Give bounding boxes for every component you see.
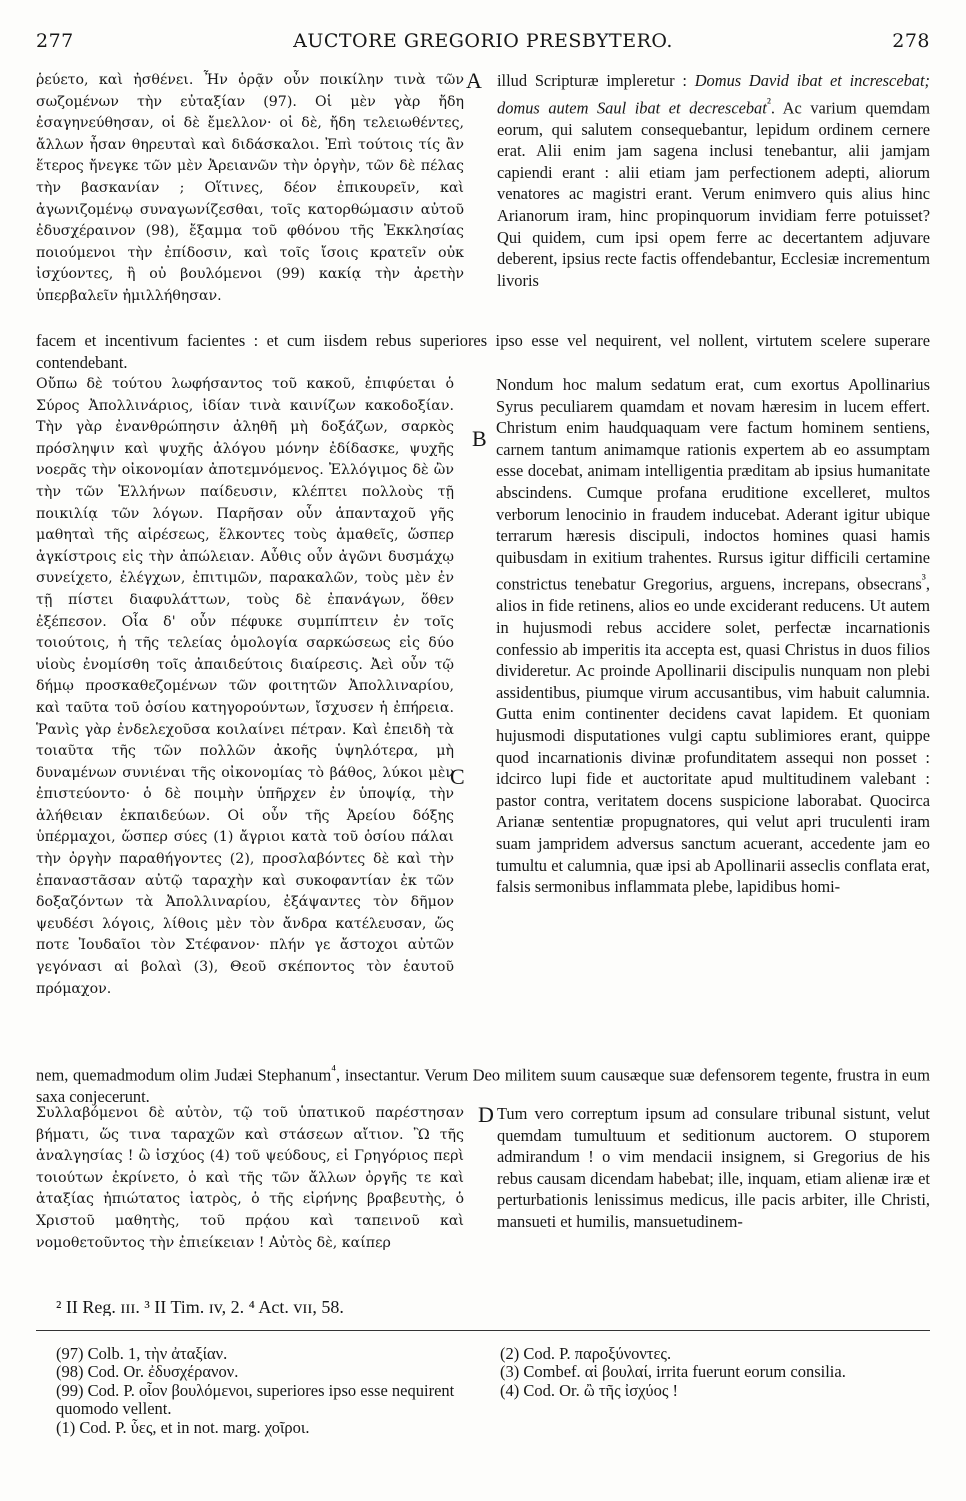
latin-text: , alios in fide retinens, alios eo unde exciderant reducens. Ut autem in hujusmodi rebus accidere solet, perfectæ incarnationis confessio ab imperitis ita accepta est, quasi Christus in duos filios divideretur. Ac proinde Apollinarii discipulis nunquam non plebi assidentibus, piumque virum accusantibus, vim habuit calumnia. Gutta enim continenter decidens cavat lapidem. Et quoniam hujusmodi disputationes vulgi captu sublimiores erant, quippe quod incarnationis divinæ profunditatem assequi non posset : idcirco lupi fide et auctoritate apud multitudinem valebant : pastor contra, veritatem docens suspicione laborabat. Quocirca Arianæ sententiæ propugnatores, qui velut apri truculenti iram suam jampridem adversus sanctum acuerant, accedente jam eo tumultu et calumnia, quæ ipsi ab Apollinarii asseclis conflata erat, falsis sermonibus inflammata plebe, lapidibus homi- [496,574,930,897]
greek-column-section-2: Οὔπω δὲ τούτου λωφήσαντος τοῦ κακοῦ, ἐπιφύεται ὁ Σύρος Ἀπολλινάριος, ἰδίαν τινὰ καινίζων κακοδοξίαν. Τὴν γὰρ ἐνανθρώπησιν ἀληθῆ μὴ δοξάζων, σαρκὸς πρόσληψιν καὶ ψυχῆς ἀλόγου μόνην ἐδίδασκε, ψυχῆς νοερᾶς τὴν οἰκονομίαν ἀποτεμνόμενος. Ἐλλόγιμος δὲ ὢν τὴν τῶν Ἑλλήνων παίδευσιν, κλέπτει πολλοὺς τῇ ποικιλίᾳ τῶν λόγων. Παρῆσαν οὖν ἁπανταχοῦ γῆς μαθηταὶ τῆς αἱρέσεως, ἕλκοντες τοὺς ἀμαθεῖς, ὥσπερ ἀγκίστροις εἰς τὴν ἀπώλειαν. Αὖθις οὖν ἀγῶνι δυσμάχῳ συνείχετο, ἐλέγχων, ἐπιτιμῶν, παρακαλῶν, τοὺς μὲν ἐν τῇ πίστει διαφυλάττων, τοὺς δὲ ἐπανάγων, ὅθεν ἐξέπεσον. Οἷα δ' οὖν πέφυκε συμπίπτειν ἐν τοῖς τοιούτοις, ἡ τῆς τελείας ὁμολογία σαρκώσεως εἰς δύο υἱοὺς ἐνομίσθη τοῖς ἀπαιδεύτοις διαίρεσις. Ἀεὶ οὖν τῷ δήμῳ προσκαθεζομένων τῶν φοιτητῶν Ἀπολλιναρίου, καὶ ταῦτα τοῦ ὁσίου κατηγορούντων, ἴσχυσεν ἡ ἐπήρεια. Ῥανὶς γὰρ ἐνδελεχοῦσα κοιλαίνει πέτραν. Καὶ ἐπειδὴ τὰ τοιαῦτα τῆς τῶν πολλῶν ἀκοῆς ὑψηλότερα, μὴ δυναμένων συνιέναι τῆς οἰκονομίας τὸ βάθος, λύκοι μὲν ἐπιστεύοντο· ὁ δὲ ποιμὴν ὑπῆρχεν ἐν ὑποψίᾳ, τὴν ἀλήθειαν ἐκπαιδεύων. Οἱ οὖν τῆς Ἀρείου δόξης ὑπέρμαχοι, ὥσπερ σύες (1) ἄγριοι κατὰ τοῦ ὁσίου πάλαι τὴν ὀργὴν παραθήγοντες (2), προσλαβόντες δὲ καὶ τὴν ἐπαναστᾶσαν αὐτῷ ταραχὴν καὶ συκοφαντίαν ἐκ τῶν δοξαζόντων τὰ Ἀπολλιναρίου, ἐξάψαντες τὸν δῆμον ψευδέσι λόγοις, λίθοις μὲν τὸν ἄνδρα κατέλευσαν, ὥς ποτε Ἰουδαῖοι τὸν Στέφανον· πλήν γε ἄστοχοι αὐτῶν γεγόνασι αἱ βολαὶ (3), Θεοῦ σκέποντος τὸν ἑαυτοῦ πρόμαχον. [36,376,454,997]
latin-text: illud Scripturæ impleretur : [497,71,687,90]
latin-text: . Ac varium quemdam eorum, qui salutem consequebantur, lepidum ordinem cernere erat. Alii enim jam sagena inclusi tenebantur, alii jamjam capiendi erant : alii etiam jam perfectionem adepti, aliorum venatores ac magistri erant. Verum enimvero quis alius hinc Arianorum iram, hinc propinquorum invidiam ferre potuisset? Qui quidem, cum ipsi opem ferre ac decertantem adjuvare deberent, ipsius recte factis offendebantur, Ecclesiæ incrementum livoris [497,98,930,290]
margin-marker-c: C [450,764,465,789]
latin-column-section-1 [497,70,930,330]
page-number-right: 278 [892,30,930,52]
footnote-divider [36,1330,930,1331]
latin-column-section-3: Tum vero correptum ipsum ad consulare tribunal sistunt, velut quemdam tumultuum et seditionum auctorem. O stuporem admirandum ! o vim mendacii insignem, si Gregorius de his rebus causam dicendam habebat; ille, inquam, etiam alienæ iræ et perturbationis lenissimus medicus, ille pacis arbiter, ille Christi, mansueti et humilis, mansuetudinem- [497,1104,930,1231]
margin-marker-a: A [466,68,482,93]
latin-text: , insectantur. Verum Deo militem suum causæque suæ defensorem tegente, frustra in eum saxa conjecerunt. [36,1065,930,1107]
latin-text: Nondum hoc malum sedatum erat, cum exortus Apollinarius Syrus peculiarem quamdam et novam hæresim in lucem effert. Christum enim haudquaquam vere factum hominem sentiens, carnem tantum animamque rationis expertem ab eo assumptam esse docebat, animam intelligentia præditam ab ipsius humanitate abscindens. Cumque profana eruditione excelleret, multos verborum lenocinio in fraudem inducebat. Aderant igitur ubique terrarum hæresis discipuli, indoctos homines quasi hamis quibusdam in exitium trahentes. Rursus igitur difficili certamine constrictus tenebatur Gregorius, arguens, increpans, obsecrans [496,375,930,594]
greek-column-section-3: Συλλαβόμενοι δὲ αὐτὸν, τῷ τοῦ ὑπατικοῦ παρέστησαν βήματι, ὥς τινα ταραχῶν καὶ στάσεων αἴτιον. Ὢ τῆς ἀναλγησίας ! ὢ ἰσχύος (4) τοῦ ψεύδους, εἰ Γρηγόριος περὶ τοιούτων ἐκρίνετο, ὁ καὶ τῆς τῶν ἄλλων ὀργῆς τε καὶ ἀταξίας ἠπιώτατος ἰατρὸς, ὁ τῆς εἰρήνης βραβευτὴς, ὁ Χριστοῦ μαθητὴς, τοῦ πρᾴου καὶ ταπεινοῦ καὶ νομοθετοῦντος τὴν ἐπιείκειαν ! Αὐτὸς δὲ, καίπερ [36,1105,464,1251]
latin-column-section-2 [496,374,930,1058]
greek-column-section-1: ῥεύετο, καὶ ἠσθένει. Ἦν ὁρᾷν οὖν ποικίλην τινὰ τῶν σωζομένων τὴν εὐταξίαν (97). Οἱ μὲν γὰρ ἤδη ἐσαγηνεύθησαν, οἱ δὲ ἔμελλον· οἱ δὲ, ἤδη τελειωθέντες, ἄλλων ἦσαν θηρευταὶ καὶ διδάσκαλοι. Ἐπὶ τούτοις τίς ἂν ἕτερος ἤνεγκε τῶν μὲν Ἀρειανῶν τὴν ὀργὴν, τῶν δὲ πέλας τὴν βασκανίαν ; Οἵτινες, δέον ἐπικουρεῖν, καὶ ἀγωνιζομένῳ συναγωνίζεσθαι, τοῖς κατορθώμασιν αὐτοῦ ἐδυσχέραινον (98), ἔξαμμα τοῦ φθόνου τῆς Ἐκκλησίας ποιούμενοι τὴν ἐπίδοσιν, καὶ τοῖς ἴσοις κρατεῖν οὐκ ἰσχύοντες, ἢ οὐ βουλόμενοι (99) κακίᾳ τὴν ἀρετὴν ὑπερβαλεῖν ἠμιλλήθησαν. [36,72,464,304]
margin-marker-b: B [472,426,487,451]
spanning-text-section-1: facem et incentivum facientes : et cum iisdem rebus superiores ipso esse vel nequirent, vel nollent, virtutem scelere superare contendebant. [36,331,930,372]
footnote: (98) Cod. Or. ἐδυσχέρανον. [56,1363,239,1382]
spanning-text-section-2 [36,1059,930,1107]
scripture-references: ² II Reg. ɪɪɪ. ³ II Tim. ɪv, 2. ⁴ Act. vɪɪ, 58. [56,1298,344,1317]
scripture-ref-mark: ³ [921,571,926,587]
footnote: (99) Cod. P. οἷον βουλόμενοι, superiores ipso esse nequirent quomodo vellent. [56,1380,455,1419]
footnote: (2) Cod. P. παροξύνοντες. [500,1345,672,1363]
footnote: (4) Cod. Or. ὢ τῆς ἰσχύος ! [500,1381,679,1400]
scripture-ref-mark: ⁴ [331,1062,337,1077]
footnotes-right [500,1345,930,1400]
footnote: (3) Combef. αἱ βουλαί, irrita fuerunt eorum consilia. [500,1362,846,1382]
page-number-left: 277 [36,30,74,52]
footnote: (1) Cod. P. ὗες, et in not. marg. χοῖροι. [56,1418,310,1437]
latin-text: nem, quemadmodum olim Judæi Stephanum [36,1065,332,1085]
scripture-ref-mark: ² [766,94,771,110]
running-title: AUCTORE GREGORIO PRESBYTERO. [293,30,673,52]
margin-marker-d: D [478,1102,494,1127]
page-header [36,30,930,58]
footnotes-left [56,1345,466,1437]
scripture-quote: Domus David ibat et increscebat; domus autem Saul ibat et decrescebat [497,71,930,118]
footnote: (97) Colb. 1, τὴν ἀταξίαν. [56,1345,228,1363]
